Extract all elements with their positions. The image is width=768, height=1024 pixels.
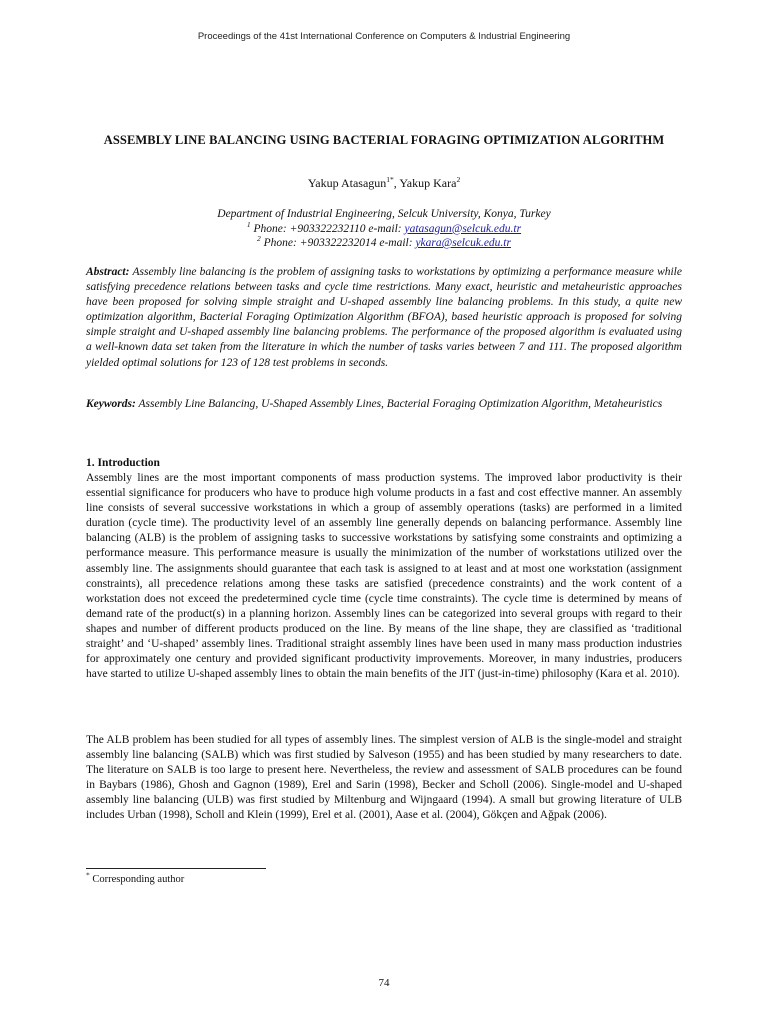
abstract-label: Abstract: xyxy=(86,266,130,278)
section-heading: 1. Introduction xyxy=(86,457,160,469)
author-name: Yakup Kara xyxy=(399,176,457,190)
abstract-text: Assembly line balancing is the problem of assigning tasks to workstations by optimizing a performance measure while satisfying precedence relations between tasks and cycle time restrictions. Many exact, heuristic and metaheuristic approaches have been proposed for solving simple straight and U-shaped assembly line balancing problems. In this study, a quite new optimization algorithm, Bacterial Foraging Optimization Algorithm (BFOA), based heuristic approach is proposed for solving simple straight and U-shaped assembly line balancing problems. The performance of the proposed algorithm is evaluated using a well-known data set taken from the literature in which the number of tasks varies between 7 and 111. The proposed algorithm yielded optimal solutions for 123 of 128 test problems in seconds. xyxy=(86,266,682,369)
paper-title: ASSEMBLY LINE BALANCING USING BACTERIAL FORAGING OPTIMIZATION ALGORITHM xyxy=(103,133,665,147)
author-separator: , xyxy=(393,176,400,190)
page-number: 74 xyxy=(378,977,390,989)
body-paragraph: The ALB problem has been studied for all types of assembly lines. The simplest version of ALB is the single-model and straight assembly line balancing (SALB) which was first studied by Salveson (1955) and has been studied by many researchers to date. The literature on SALB is too large to present here. Nevertheless, the review and assessment of SALB procedures can be found in Baybars (1986), Ghosh and Gagnon (1989), Erel and Sarin (1998), Becker and Scholl (2006). Single-model and U-shaped assembly line balancing (ULB) was first studied by Miltenburg and Wijngaard (1994). A small but growing literature of ULB includes Urban (1998), Scholl and Klein (1999), Erel et al. (2001), Aase et al. (2004), Gökçen and Ağpak (2006). xyxy=(86,734,682,822)
affiliation-department: Department of Industrial Engineering, Selcuk University, Konya, Turkey xyxy=(217,208,551,220)
footnote-marker: * xyxy=(86,870,90,880)
author-name: Yakup Atasagun xyxy=(307,176,387,190)
contact-text: Phone: +903322232110 e-mail: xyxy=(250,222,405,235)
keywords-label: Keywords: xyxy=(86,398,136,410)
footnote xyxy=(86,870,185,885)
email-link[interactable]: ykara@selcuk.edu.tr xyxy=(415,237,511,249)
body-paragraph: Assembly lines are the most important components of mass production systems. The improved labor productivity is their essential significance for producers who have to produce high volume products in a fast and cost effective manner. An assembly line consists of several successive workstations in which a group of assembly operations (tasks) are performed in a limited duration (cycle time). The productivity level of an assembly line generally depends on balancing performance. Assembly line balancing (ALB) is the problem of assigning tasks to successive workstations by satisfying some constraints and optimizing a performance measure. This performance measure is usually the minimization of the number of workstations utilized over the assembly line. The assignments should guarantee that each task is assigned to at least and at most one workstation (assignment constraints), all precedence relations among these tasks are satisfied (precedence constraints) and the work content of a workstation does not exceed the predetermined cycle time (cycle time constraints). The cycle time is determined by means of demand rate of the product(s) in a planning horizon. Assembly lines can be categorized into several groups with regard to their shapes and number of different products produced on the line. By means of the line shape, they are classified as ‘traditional straight’ and ‘U-shaped’ assembly lines. Traditional straight assembly lines have been used in many mass production industries for approximately one century and provided significant productivity improvements. Moreover, in many industries, producers have started to utilize U-shaped assembly lines to obtain the main benefits of the JIT (just-in-time) philosophy (Kara et al. 2010). xyxy=(86,472,682,681)
author-superscript: 2 xyxy=(456,175,461,184)
contact-superscript: 2 xyxy=(257,234,261,244)
footnote-divider xyxy=(86,868,266,869)
affiliation-block xyxy=(0,207,768,251)
affiliation-contact-1 xyxy=(0,219,768,237)
contact-superscript: 1 xyxy=(246,219,251,229)
running-head: Proceedings of the 41st International Conference on Computers & Industrial Engineering xyxy=(197,31,571,42)
contact-text: Phone: +903322232014 e-mail: xyxy=(260,237,416,249)
keywords xyxy=(86,397,682,412)
author-list xyxy=(0,176,768,191)
affiliation-contact-2 xyxy=(0,236,768,251)
author-superscript: 1* xyxy=(386,175,394,184)
abstract xyxy=(86,265,682,371)
keywords-text: Assembly Line Balancing, U-Shaped Assembly Lines, Bacterial Foraging Optimization Algorithm, Metaheuristics xyxy=(135,398,663,410)
footnote-text: Corresponding author xyxy=(89,874,185,885)
email-link[interactable]: yatasagun@selcuk.edu.tr xyxy=(404,222,522,235)
